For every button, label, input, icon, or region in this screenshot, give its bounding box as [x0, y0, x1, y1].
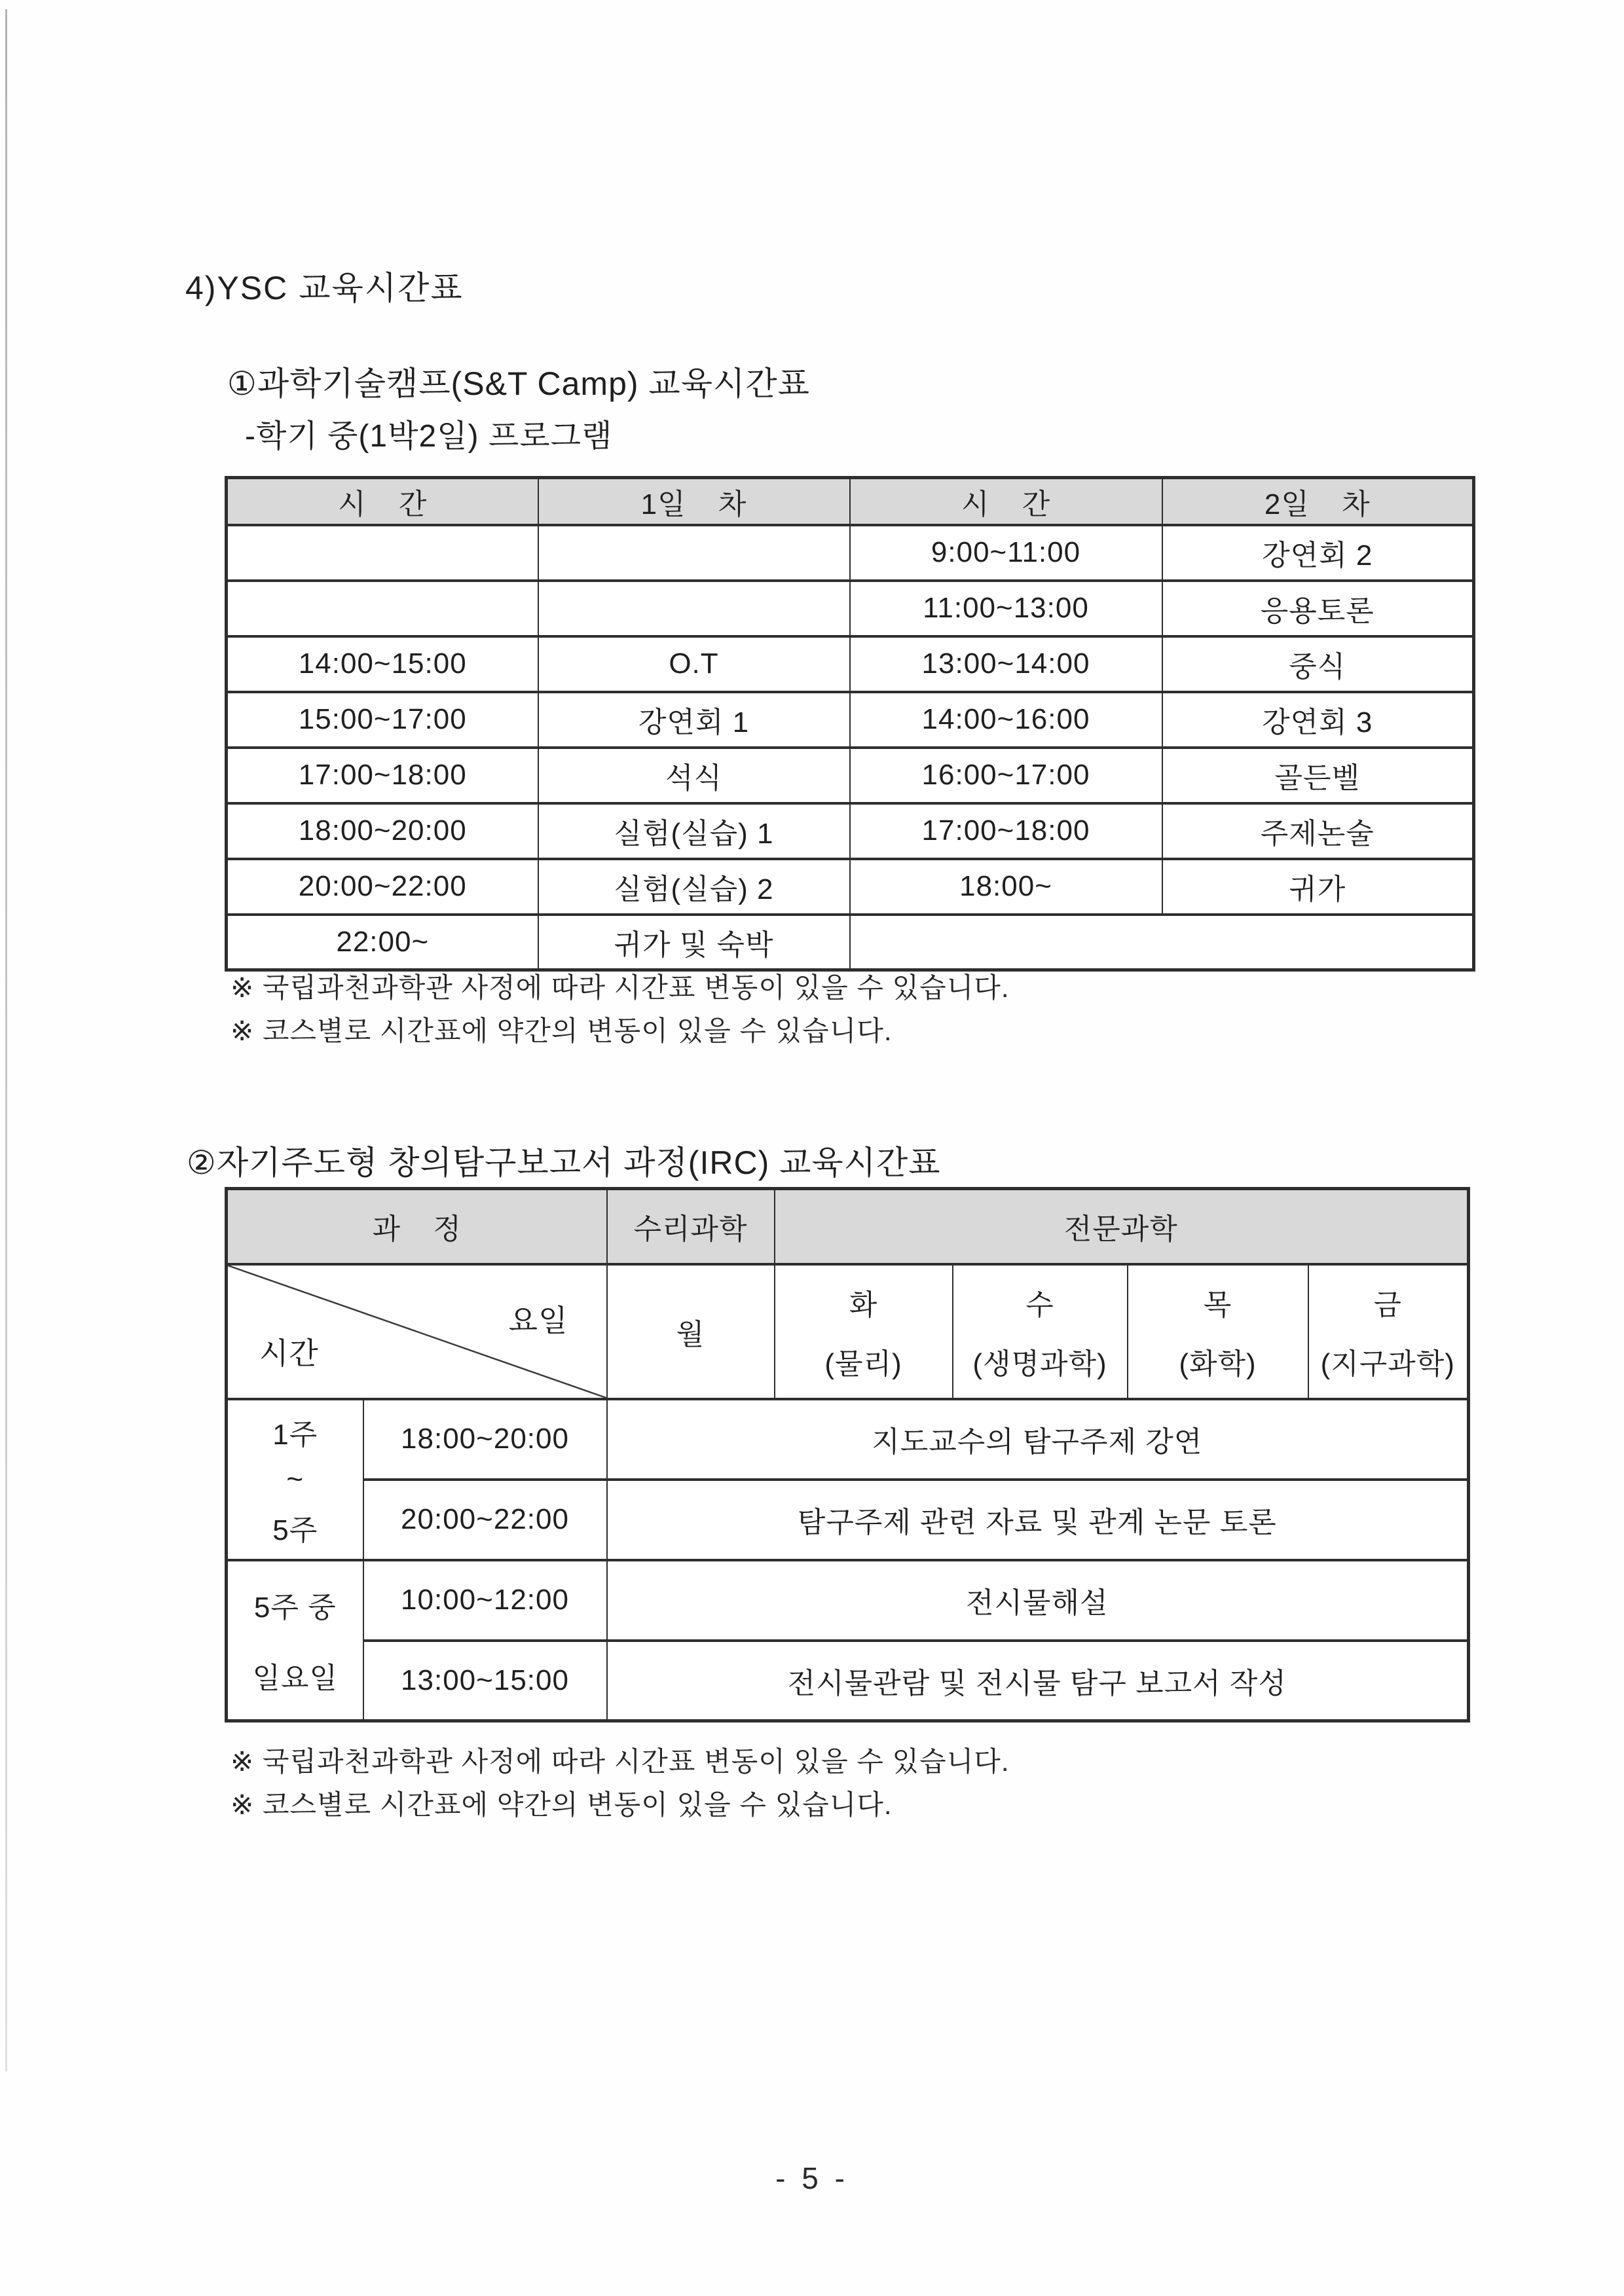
day-header-wednesday	[953, 1264, 1128, 1399]
schedule-cell: 15:00~17:00	[227, 692, 538, 748]
column-header-time-day2: 시 간	[850, 478, 1162, 525]
activity-cell: 지도교수의 탐구주제 강연	[607, 1399, 1469, 1480]
column-header-day2: 2일 차	[1162, 478, 1474, 525]
schedule-cell-empty-merged	[850, 915, 1474, 970]
day-subject: (생명과학)	[972, 1347, 1107, 1380]
schedule-cell: 강연회 1	[538, 692, 850, 748]
table-row	[227, 525, 1474, 581]
schedule-cell: 실험(실습) 2	[538, 859, 850, 915]
table-row	[227, 915, 1474, 970]
week-label-line: 1주	[272, 1418, 318, 1451]
schedule-cell	[227, 581, 538, 636]
schedule-cell: 17:00~18:00	[850, 803, 1162, 859]
st-camp-schedule-table	[225, 476, 1475, 972]
note-line: ※ 국립과천과학관 사정에 따라 시간표 변동이 있을 수 있습니다.	[231, 1746, 1010, 1777]
table-header-row	[227, 478, 1474, 525]
irc-schedule-table	[225, 1187, 1470, 1722]
activity-cell: 전시물관람 및 전시물 탐구 보고서 작성	[607, 1641, 1469, 1721]
time-cell: 13:00~15:00	[363, 1641, 607, 1721]
column-header-special-science: 전문과학	[775, 1189, 1469, 1264]
schedule-cell: 14:00~15:00	[227, 636, 538, 692]
column-header-day1: 1일 차	[538, 478, 850, 525]
day-header-row	[227, 1264, 1469, 1399]
section1-title: ①과학기술캠프(S&T Camp) 교육시간표	[227, 365, 810, 402]
day-header-monday: 월	[607, 1264, 775, 1399]
column-header-math-science: 수리과학	[607, 1189, 775, 1264]
schedule-cell: 18:00~20:00	[227, 803, 538, 859]
corner-label-day: 요일	[508, 1303, 568, 1338]
section2-title: ②자기주도형 창의탐구보고서 과정(IRC) 교육시간표	[187, 1144, 941, 1181]
schedule-cell: 골든벨	[1162, 748, 1474, 803]
schedule-cell: 실험(실습) 1	[538, 803, 850, 859]
note-line: ※ 코스별로 시간표에 약간의 변동이 있을 수 있습니다.	[231, 1015, 893, 1046]
schedule-cell: 13:00~14:00	[850, 636, 1162, 692]
day-header-tuesday	[775, 1264, 953, 1399]
table-header-row	[227, 1189, 1469, 1264]
week-label-line: 5주 중	[253, 1592, 337, 1624]
activity-cell: 전시물해설	[607, 1560, 1469, 1641]
schedule-cell: 20:00~22:00	[227, 859, 538, 915]
schedule-cell: 16:00~17:00	[850, 748, 1162, 803]
table-row	[227, 1560, 1469, 1641]
schedule-cell	[538, 525, 850, 581]
page-number: - 5 -	[775, 2161, 849, 2195]
schedule-cell	[538, 581, 850, 636]
time-cell: 20:00~22:00	[363, 1480, 607, 1560]
schedule-cell: 귀가 및 숙박	[538, 915, 850, 970]
table-row	[227, 636, 1474, 692]
day-subject: (화학)	[1179, 1347, 1257, 1380]
day-label: 화	[849, 1288, 878, 1321]
diagonal-corner-cell	[227, 1264, 607, 1399]
week-sunday-cell	[227, 1560, 363, 1721]
day-subject: (물리)	[824, 1347, 902, 1380]
day-header-friday	[1308, 1264, 1469, 1399]
day-label: 수	[1025, 1288, 1054, 1321]
note-line: ※ 국립과천과학관 사정에 따라 시간표 변동이 있을 수 있습니다.	[231, 972, 1010, 1003]
schedule-cell: 17:00~18:00	[227, 748, 538, 803]
page-title: 4)YSC 교육시간표	[185, 270, 464, 306]
activity-cell: 탐구주제 관련 자료 및 관계 논문 토론	[607, 1480, 1469, 1560]
corner-label-time: 시간	[259, 1336, 319, 1370]
schedule-cell: 18:00~	[850, 859, 1162, 915]
week-range-cell	[227, 1399, 363, 1560]
schedule-cell: 귀가	[1162, 859, 1474, 915]
table-row	[227, 859, 1474, 915]
schedule-cell: 석식	[538, 748, 850, 803]
note-line: ※ 코스별로 시간표에 약간의 변동이 있을 수 있습니다.	[231, 1789, 893, 1820]
time-cell: 10:00~12:00	[363, 1560, 607, 1641]
schedule-cell: 주제논술	[1162, 803, 1474, 859]
week-label-line: ~	[286, 1463, 304, 1495]
day-subject: (지구과학)	[1320, 1347, 1455, 1380]
table-row	[227, 1480, 1469, 1560]
schedule-cell: 강연회 2	[1162, 525, 1474, 581]
schedule-cell: 강연회 3	[1162, 692, 1474, 748]
day-label: 금	[1373, 1288, 1403, 1321]
week-label-line: 5주	[272, 1514, 318, 1546]
schedule-cell: 9:00~11:00	[850, 525, 1162, 581]
schedule-cell: O.T	[538, 636, 850, 692]
table-row	[227, 692, 1474, 748]
schedule-cell	[227, 525, 538, 581]
scan-edge-artifact-line	[5, 9, 7, 2071]
schedule-cell: 14:00~16:00	[850, 692, 1162, 748]
table-row	[227, 803, 1474, 859]
schedule-cell: 중식	[1162, 636, 1474, 692]
day-label: 목	[1203, 1288, 1232, 1321]
schedule-cell: 응용토론	[1162, 581, 1474, 636]
table-row	[227, 581, 1474, 636]
day-header-thursday	[1128, 1264, 1308, 1399]
week-label-line: 일요일	[252, 1662, 338, 1695]
table-row	[227, 1399, 1469, 1480]
table1-notes	[231, 974, 1010, 1061]
time-cell: 18:00~20:00	[363, 1399, 607, 1480]
table-row	[227, 748, 1474, 803]
column-header-course: 과 정	[227, 1189, 607, 1264]
schedule-cell: 22:00~	[227, 915, 538, 970]
table-row	[227, 1641, 1469, 1721]
schedule-cell: 11:00~13:00	[850, 581, 1162, 636]
section1-subtitle: -학기 중(1박2일) 프로그램	[245, 419, 613, 454]
table2-notes	[231, 1748, 1010, 1834]
column-header-time-day1: 시 간	[227, 478, 538, 525]
